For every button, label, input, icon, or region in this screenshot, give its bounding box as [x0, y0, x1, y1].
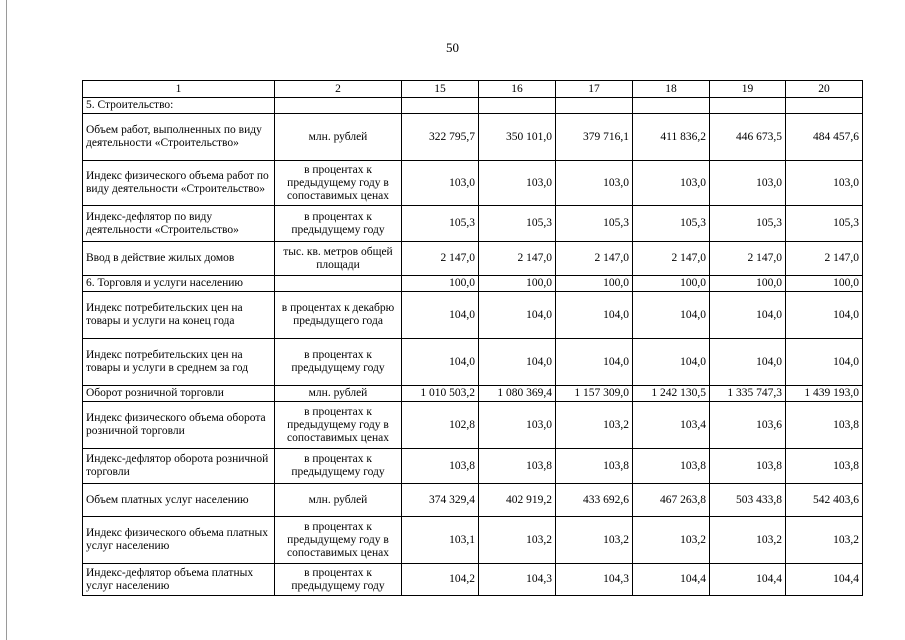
- unit-cell: в процентах к предыдущему году: [275, 339, 402, 386]
- unit-cell: в процентах к предыдущему году: [275, 449, 402, 484]
- value-cell: 103,8: [786, 402, 863, 449]
- value-cell: 1 080 369,4: [479, 386, 556, 402]
- value-cell: 103,6: [710, 402, 786, 449]
- value-cell: 104,0: [402, 292, 479, 339]
- value-cell: 322 795,7: [402, 114, 479, 161]
- column-header: 20: [786, 81, 863, 98]
- table-row: [83, 114, 863, 161]
- value-cell: 350 101,0: [479, 114, 556, 161]
- value-cell: 103,8: [479, 449, 556, 484]
- table-row: [83, 484, 863, 517]
- indicator-name: Индекс физического объема работ по виду деятельности «Строительство»: [83, 161, 275, 206]
- value-cell: 104,4: [633, 564, 710, 596]
- unit-cell: [275, 98, 402, 114]
- value-cell: 374 329,4: [402, 484, 479, 517]
- value-cell: 100,0: [556, 276, 633, 292]
- value-cell: 103,8: [402, 449, 479, 484]
- value-cell: 105,3: [633, 206, 710, 242]
- value-cell: 103,2: [479, 517, 556, 564]
- value-cell: 100,0: [786, 276, 863, 292]
- forecast-table: [82, 80, 863, 596]
- value-cell: 103,0: [479, 161, 556, 206]
- unit-cell: млн. рублей: [275, 386, 402, 402]
- unit-cell: в процентах к предыдущему году в сопоставимых ценах: [275, 517, 402, 564]
- value-cell: 105,3: [479, 206, 556, 242]
- page-number: 50: [446, 40, 459, 55]
- value-cell: 542 403,6: [786, 484, 863, 517]
- table-row: [83, 98, 863, 114]
- value-cell: 1 242 130,5: [633, 386, 710, 402]
- value-cell: 1 335 747,3: [710, 386, 786, 402]
- value-cell: 433 692,6: [556, 484, 633, 517]
- value-cell: 1 010 503,2: [402, 386, 479, 402]
- value-cell: 103,0: [402, 161, 479, 206]
- value-cell: 104,0: [556, 339, 633, 386]
- value-cell: 104,3: [479, 564, 556, 596]
- unit-cell: тыс. кв. метров общей площади: [275, 242, 402, 276]
- table-row: [83, 339, 863, 386]
- table-row: [83, 292, 863, 339]
- table-row: [83, 402, 863, 449]
- value-cell: 103,8: [786, 449, 863, 484]
- value-cell: 104,0: [786, 339, 863, 386]
- indicator-name: Оборот розничной торговли: [83, 386, 275, 402]
- value-cell: 484 457,6: [786, 114, 863, 161]
- value-cell: 100,0: [402, 276, 479, 292]
- value-cell: 2 147,0: [633, 242, 710, 276]
- value-cell: 467 263,8: [633, 484, 710, 517]
- value-cell: 2 147,0: [556, 242, 633, 276]
- column-header: 17: [556, 81, 633, 98]
- indicator-name: Индекс потребительских цен на товары и услуги на конец года: [83, 292, 275, 339]
- column-header: 18: [633, 81, 710, 98]
- unit-cell: в процентах к предыдущему году в сопоставимых ценах: [275, 161, 402, 206]
- unit-cell: [275, 276, 402, 292]
- value-cell: 103,2: [556, 517, 633, 564]
- value-cell: [402, 98, 479, 114]
- indicator-name: Ввод в действие жилых домов: [83, 242, 275, 276]
- value-cell: 105,3: [710, 206, 786, 242]
- column-header: 19: [710, 81, 786, 98]
- value-cell: 105,3: [402, 206, 479, 242]
- value-cell: 1 157 309,0: [556, 386, 633, 402]
- indicator-name: 6. Торговля и услуги населению: [83, 276, 275, 292]
- value-cell: 103,1: [402, 517, 479, 564]
- value-cell: [633, 98, 710, 114]
- value-cell: 104,2: [402, 564, 479, 596]
- value-cell: 104,0: [633, 339, 710, 386]
- value-cell: 104,0: [479, 292, 556, 339]
- value-cell: 103,0: [786, 161, 863, 206]
- column-header: 15: [402, 81, 479, 98]
- indicator-name: 5. Строительство:: [83, 98, 275, 114]
- value-cell: 1 439 193,0: [786, 386, 863, 402]
- indicator-name: Объем работ, выполненных по виду деятельности «Строительство»: [83, 114, 275, 161]
- page-margin-line: [6, 0, 7, 640]
- value-cell: 402 919,2: [479, 484, 556, 517]
- column-header: 1: [83, 81, 275, 98]
- value-cell: 104,0: [556, 292, 633, 339]
- value-cell: 104,4: [710, 564, 786, 596]
- table-row: [83, 206, 863, 242]
- table-row: [83, 564, 863, 596]
- table-row: [83, 386, 863, 402]
- value-cell: 379 716,1: [556, 114, 633, 161]
- value-cell: 103,4: [633, 402, 710, 449]
- indicator-name: Индекс потребительских цен на товары и услуги в среднем за год: [83, 339, 275, 386]
- value-cell: 411 836,2: [633, 114, 710, 161]
- value-cell: 103,2: [710, 517, 786, 564]
- value-cell: 103,0: [556, 161, 633, 206]
- unit-cell: в процентах к предыдущему году: [275, 564, 402, 596]
- value-cell: [556, 98, 633, 114]
- value-cell: [786, 98, 863, 114]
- table-row: [83, 276, 863, 292]
- table-row: [83, 517, 863, 564]
- unit-cell: млн. рублей: [275, 484, 402, 517]
- value-cell: 103,8: [556, 449, 633, 484]
- value-cell: 105,3: [556, 206, 633, 242]
- column-header: 2: [275, 81, 402, 98]
- unit-cell: в процентах к предыдущему году в сопоставимых ценах: [275, 402, 402, 449]
- value-cell: 103,0: [710, 161, 786, 206]
- value-cell: 103,2: [556, 402, 633, 449]
- value-cell: 104,3: [556, 564, 633, 596]
- value-cell: [479, 98, 556, 114]
- value-cell: 103,2: [786, 517, 863, 564]
- column-header: 16: [479, 81, 556, 98]
- value-cell: 2 147,0: [786, 242, 863, 276]
- value-cell: 103,2: [633, 517, 710, 564]
- table-header-row: [83, 81, 863, 98]
- table-row: [83, 161, 863, 206]
- value-cell: 100,0: [633, 276, 710, 292]
- value-cell: 103,0: [479, 402, 556, 449]
- indicator-name: Индекс физического объема платных услуг населению: [83, 517, 275, 564]
- table-row: [83, 242, 863, 276]
- indicator-name: Индекс-дефлятор объема платных услуг населению: [83, 564, 275, 596]
- value-cell: 104,0: [479, 339, 556, 386]
- unit-cell: в процентах к предыдущему году: [275, 206, 402, 242]
- value-cell: 105,3: [786, 206, 863, 242]
- value-cell: 104,0: [710, 292, 786, 339]
- indicator-name: Индекс-дефлятор оборота розничной торговли: [83, 449, 275, 484]
- value-cell: 100,0: [710, 276, 786, 292]
- value-cell: 104,0: [786, 292, 863, 339]
- value-cell: 2 147,0: [402, 242, 479, 276]
- value-cell: 102,8: [402, 402, 479, 449]
- value-cell: 104,0: [402, 339, 479, 386]
- value-cell: 103,8: [633, 449, 710, 484]
- value-cell: 100,0: [479, 276, 556, 292]
- value-cell: [710, 98, 786, 114]
- value-cell: 503 433,8: [710, 484, 786, 517]
- indicator-name: Индекс-дефлятор по виду деятельности «Строительство»: [83, 206, 275, 242]
- value-cell: 2 147,0: [479, 242, 556, 276]
- value-cell: 104,0: [710, 339, 786, 386]
- value-cell: 446 673,5: [710, 114, 786, 161]
- unit-cell: млн. рублей: [275, 114, 402, 161]
- value-cell: 103,0: [633, 161, 710, 206]
- unit-cell: в процентах к декабрю предыдущего года: [275, 292, 402, 339]
- indicator-name: Объем платных услуг населению: [83, 484, 275, 517]
- value-cell: 104,4: [786, 564, 863, 596]
- value-cell: 104,0: [633, 292, 710, 339]
- value-cell: 103,8: [710, 449, 786, 484]
- indicator-name: Индекс физического объема оборота розничной торговли: [83, 402, 275, 449]
- value-cell: 2 147,0: [710, 242, 786, 276]
- table-row: [83, 449, 863, 484]
